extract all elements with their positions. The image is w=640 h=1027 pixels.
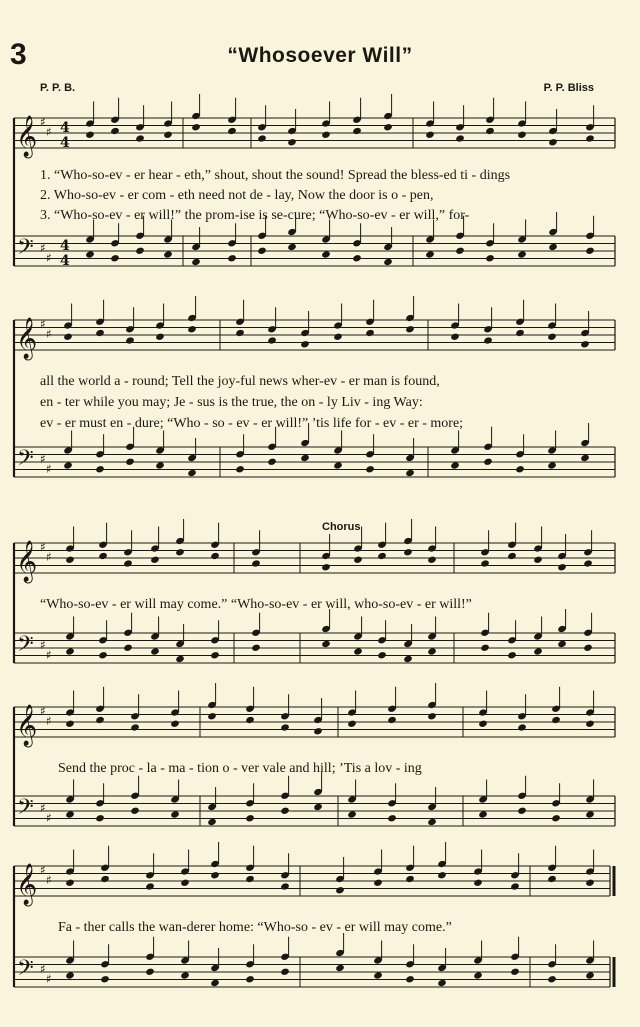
system-3-treble-note-head — [557, 563, 567, 571]
system-3-bass-note-head — [98, 651, 108, 659]
lyric-line-chorus-c: Fa - ther calls the wan-derer home: “Who-so - ev - er will may come.” — [58, 920, 452, 935]
system-3-treble-note-head — [65, 556, 75, 564]
system-5-treble-sharp-c-icon: ♯ — [46, 873, 52, 887]
system-3-bass-note-head — [321, 640, 331, 648]
system-1-treble-clef-icon: 𝄞 — [16, 116, 38, 157]
words-author: P. P. B. — [40, 82, 76, 94]
system-4-bass-note-head — [585, 810, 595, 818]
system-2-treble-note-head — [333, 333, 343, 341]
system-2-bass-note-head — [300, 454, 310, 462]
system-1-treble-note-head — [585, 134, 595, 142]
system-4-bass-note-head — [245, 814, 255, 822]
system-5-treble-note-head — [280, 882, 290, 890]
system-2-bass-note-head — [235, 465, 245, 473]
system-2-treble-note-head — [267, 336, 277, 344]
system-4-bass-note-head — [280, 807, 290, 815]
system-5-bass-note-head — [547, 975, 557, 983]
system-3-treble-sharp-c-icon: ♯ — [46, 550, 52, 564]
system-1-bass-note-head — [425, 250, 435, 258]
system-4-treble-note-head — [130, 723, 140, 731]
system-4-treble-note-head — [387, 716, 397, 724]
system-5-bass-note-head — [473, 971, 483, 979]
system-5-treble-note-head — [335, 886, 345, 894]
system-4-bass-sharp-c-icon: ♯ — [46, 811, 52, 825]
system-5-treble-note-head — [145, 882, 155, 890]
system-1-bass-note-head — [321, 250, 331, 258]
system-1-bass-note-head — [257, 247, 267, 255]
hymn-number: 3 — [10, 38, 27, 71]
system-5-bass-note-head — [210, 979, 220, 987]
system-4-bass-note-head — [387, 814, 397, 822]
system-4-treble-note-head — [517, 723, 527, 731]
system-3-treble-note-head — [507, 552, 517, 560]
system-1-treble-note-head — [110, 127, 120, 135]
system-3-treble-clef-icon: 𝄞 — [16, 541, 38, 582]
system-2-treble-sharp-f-icon: ♯ — [40, 317, 46, 331]
system-2-treble-note-head — [235, 329, 245, 337]
system-1-bass-sharp-f-icon: ♯ — [40, 241, 46, 255]
system-2-bass-note-head — [515, 465, 525, 473]
hymn-title: “Whosoever Will” — [227, 44, 413, 67]
system-5-treble-clef-icon: 𝄞 — [16, 864, 38, 905]
system-5-bass-note-head — [100, 975, 110, 983]
system-3-bass-clef-icon: 𝄢 — [17, 632, 34, 662]
system-5-bass-note-head — [145, 968, 155, 976]
system-2-bass-note-head — [365, 465, 375, 473]
lyric-line-verse2-a: 2. Who-so-ev - er com - eth need not de - lay, Now the door is o - pen, — [40, 188, 434, 203]
system-5-treble-note-head — [210, 871, 220, 879]
system-5-treble-note-head — [245, 875, 255, 883]
system-1-treble-time-numerator: 4 — [60, 120, 70, 136]
system-4-treble-note-head — [551, 716, 561, 724]
system-1-bass-sharp-c-icon: ♯ — [46, 251, 52, 265]
music-composer: P. P. Bliss — [543, 82, 594, 94]
system-3-bass-note-head — [480, 644, 490, 652]
system-4-treble-note-head — [170, 720, 180, 728]
system-2-treble-note-head — [405, 325, 415, 333]
system-3-bass-note-head — [353, 647, 363, 655]
system-5-bass-note-head — [373, 971, 383, 979]
system-5-bass-clef-icon: 𝄢 — [17, 956, 34, 986]
system-1-treble-note-head — [548, 138, 558, 146]
system-3-treble-note-head — [251, 559, 261, 567]
system-2-bass-note-head — [267, 458, 277, 466]
system-4-treble-note-head — [313, 727, 323, 735]
system-5-bass-note-head — [245, 975, 255, 983]
system-2-treble-note-head — [450, 333, 460, 341]
system-5-treble-note-head — [100, 875, 110, 883]
system-3-treble-note-head — [480, 559, 490, 567]
lyric-line-verse3-b: ev - er must en - dure; “Who - so - ev - er will!” ’tis life for - ev - er - more; — [40, 416, 464, 431]
system-5-treble-note-head — [473, 879, 483, 887]
system-5-treble-note-head — [547, 875, 557, 883]
system-3-bass-note-head — [427, 647, 437, 655]
system-4-treble-note-head — [347, 720, 357, 728]
system-5-treble-note-head — [585, 879, 595, 887]
system-4-treble-note-head — [245, 716, 255, 724]
system-4-bass-note-head — [551, 814, 561, 822]
system-1-treble-note-head — [352, 127, 362, 135]
lyric-line-verse1-a: 1. “Who-so-ev - er hear - eth,” shout, shout the sound! Spread the bless-ed ti - dings — [40, 168, 511, 183]
system-2-treble-note-head — [95, 329, 105, 337]
system-2-treble-note-head — [483, 336, 493, 344]
system-2-bass-note-head — [450, 461, 460, 469]
system-3-bass-note-head — [175, 655, 185, 663]
system-1-bass-note-head — [455, 247, 465, 255]
system-1-treble-note-head — [321, 131, 331, 139]
system-5-treble-sharp-f-icon: ♯ — [40, 863, 46, 877]
lyric-line-verse3-a: 3. “Who-so-ev - er will!” the prom-ise is se-cure; “Who-so-ev - er will,” for- — [40, 208, 470, 223]
system-2-treble-note-head — [515, 329, 525, 337]
system-1-treble-note-head — [383, 123, 393, 131]
system-2-bass-note-head — [405, 469, 415, 477]
system-3-bass-note-head — [557, 640, 567, 648]
system-4-bass-note-head — [517, 807, 527, 815]
system-5-bass-note-head — [405, 975, 415, 983]
system-2-treble-sharp-c-icon: ♯ — [46, 327, 52, 341]
system-5-bass-note-head — [180, 971, 190, 979]
lyric-line-chorus-a: “Who-so-ev - er will may come.” “Who-so-ev - er will, who-so-ev - er will!” — [40, 597, 472, 612]
system-3-treble-note-head — [98, 552, 108, 560]
system-5-bass-sharp-c-icon: ♯ — [46, 972, 52, 986]
system-1-treble-note-head — [257, 134, 267, 142]
system-4-treble-note-head — [585, 720, 595, 728]
system-3-treble-note-head — [403, 548, 413, 556]
system-3-bass-note-head — [583, 644, 593, 652]
system-3-bass-note-head — [251, 644, 261, 652]
system-1-treble-note-head — [517, 131, 527, 139]
system-4-treble-note-head — [65, 720, 75, 728]
system-5-bass-note-head — [280, 968, 290, 976]
system-2-treble-note-head — [187, 325, 197, 333]
system-2-bass-note-head — [333, 461, 343, 469]
system-4-bass-note-head — [427, 818, 437, 826]
system-1-treble-sharp-c-icon: ♯ — [46, 125, 52, 139]
system-4-bass-note-head — [478, 810, 488, 818]
system-4-bass-note-head — [207, 818, 217, 826]
system-4-treble-note-head — [280, 723, 290, 731]
system-1-bass-note-head — [135, 247, 145, 255]
system-4-bass-note-head — [313, 803, 323, 811]
lyric-line-verse2-b: en - ter while you may; Je - sus is the true, the on - ly Liv - ing Way: — [40, 395, 423, 410]
system-1-bass-time-numerator: 4 — [60, 238, 70, 254]
system-3-treble-note-head — [377, 552, 387, 560]
system-4-bass-note-head — [170, 810, 180, 818]
system-5-treble-note-head — [373, 879, 383, 887]
system-1-bass-note-head — [163, 250, 173, 258]
system-2-treble-note-head — [365, 329, 375, 337]
system-1-treble-note-head — [227, 127, 237, 135]
system-2-treble-note-head — [63, 333, 73, 341]
system-4-bass-note-head — [347, 810, 357, 818]
system-4-bass-note-head — [65, 810, 75, 818]
system-2-treble-clef-icon: 𝄞 — [16, 318, 38, 359]
system-5-bass-note-head — [585, 971, 595, 979]
system-2-bass-note-head — [547, 461, 557, 469]
system-3-treble-note-head — [175, 548, 185, 556]
system-2-bass-note-head — [63, 461, 73, 469]
system-4-treble-note-head — [207, 712, 217, 720]
system-2-bass-note-head — [483, 458, 493, 466]
system-1-treble-note-head — [287, 138, 297, 146]
system-2-bass-sharp-f-icon: ♯ — [40, 452, 46, 466]
system-1-bass-note-head — [383, 258, 393, 266]
system-4-bass-note-head — [130, 807, 140, 815]
system-2-bass-note-head — [155, 461, 165, 469]
system-1-treble-note-head — [485, 127, 495, 135]
system-4-bass-sharp-f-icon: ♯ — [40, 801, 46, 815]
system-3-treble-note-head — [427, 556, 437, 564]
system-2-bass-note-head — [95, 465, 105, 473]
system-1-bass-note-head — [191, 258, 201, 266]
system-5-bass-note-head — [510, 968, 520, 976]
system-1-treble-note-head — [425, 131, 435, 139]
system-3-treble-note-head — [321, 563, 331, 571]
system-3-treble-note-head — [150, 556, 160, 564]
system-2-bass-note-head — [580, 454, 590, 462]
system-3-bass-note-head — [150, 647, 160, 655]
system-3-treble-sharp-f-icon: ♯ — [40, 540, 46, 554]
system-5-bass-sharp-f-icon: ♯ — [40, 962, 46, 976]
system-1-bass-note-head — [548, 243, 558, 251]
system-2-treble-note-head — [580, 340, 590, 348]
system-3-bass-note-head — [210, 651, 220, 659]
lyric-line-chorus-b: Send the proc - la - ma - tion o - ver vale and hill; ’Tis a lov - ing — [58, 761, 422, 776]
system-4-bass-clef-icon: 𝄢 — [17, 795, 34, 825]
system-1-bass-note-head — [352, 254, 362, 262]
system-2-bass-sharp-c-icon: ♯ — [46, 462, 52, 476]
system-2-bass-note-head — [187, 469, 197, 477]
system-5-treble-note-head — [65, 879, 75, 887]
system-1-bass-note-head — [110, 254, 120, 262]
system-1-treble-note-head — [85, 131, 95, 139]
system-3-bass-note-head — [533, 647, 543, 655]
system-3-bass-note-head — [507, 651, 517, 659]
system-1-bass-clef-icon: 𝄢 — [17, 235, 34, 265]
system-5-treble-note-head — [180, 879, 190, 887]
system-1-bass-note-head — [227, 254, 237, 262]
system-4-treble-clef-icon: 𝄞 — [16, 705, 38, 746]
lyric-line-verse1-b: all the world a - round; Tell the joy-ful news wher-ev - er man is found, — [40, 374, 440, 389]
system-2-treble-note-head — [547, 333, 557, 341]
system-4-treble-sharp-f-icon: ♯ — [40, 704, 46, 718]
system-5-bass-note-head — [65, 971, 75, 979]
system-1-bass-note-head — [485, 254, 495, 262]
system-3-treble-note-head — [533, 556, 543, 564]
system-1-bass-note-head — [517, 250, 527, 258]
system-1-treble-time-denominator: 4 — [60, 135, 70, 151]
system-1-treble-note-head — [455, 134, 465, 142]
system-4-treble-note-head — [478, 720, 488, 728]
system-5-treble-note-head — [510, 882, 520, 890]
system-5-treble-note-head — [437, 871, 447, 879]
system-3-bass-sharp-c-icon: ♯ — [46, 648, 52, 662]
system-2-bass-note-head — [125, 458, 135, 466]
system-5-bass-note-head — [437, 979, 447, 987]
system-3-treble-note-head — [353, 556, 363, 564]
system-4-treble-note-head — [427, 712, 437, 720]
system-1-bass-note-head — [85, 250, 95, 258]
system-1-treble-note-head — [191, 123, 201, 131]
system-3-bass-note-head — [65, 647, 75, 655]
system-2-treble-note-head — [155, 333, 165, 341]
system-1-treble-sharp-f-icon: ♯ — [40, 115, 46, 129]
system-3-treble-note-head — [123, 559, 133, 567]
system-4-bass-note-head — [95, 814, 105, 822]
system-2-treble-note-head — [300, 340, 310, 348]
system-3-bass-note-head — [377, 651, 387, 659]
system-5-bass-note-head — [335, 964, 345, 972]
system-1-bass-note-head — [287, 243, 297, 251]
system-3-bass-note-head — [403, 655, 413, 663]
system-3-treble-note-head — [210, 552, 220, 560]
system-4-treble-sharp-c-icon: ♯ — [46, 714, 52, 728]
system-5-treble-note-head — [405, 875, 415, 883]
system-3-treble-note-head — [583, 559, 593, 567]
system-4-treble-note-head — [95, 716, 105, 724]
chorus-label: Chorus — [322, 521, 361, 533]
system-2-treble-note-head — [125, 336, 135, 344]
system-1-bass-time-denominator: 4 — [60, 253, 70, 269]
system-2-bass-clef-icon: 𝄢 — [17, 446, 34, 476]
system-3-bass-sharp-f-icon: ♯ — [40, 638, 46, 652]
system-1-treble-note-head — [163, 131, 173, 139]
system-1-bass-note-head — [585, 247, 595, 255]
system-3-bass-note-head — [123, 644, 133, 652]
system-1-treble-note-head — [135, 134, 145, 142]
